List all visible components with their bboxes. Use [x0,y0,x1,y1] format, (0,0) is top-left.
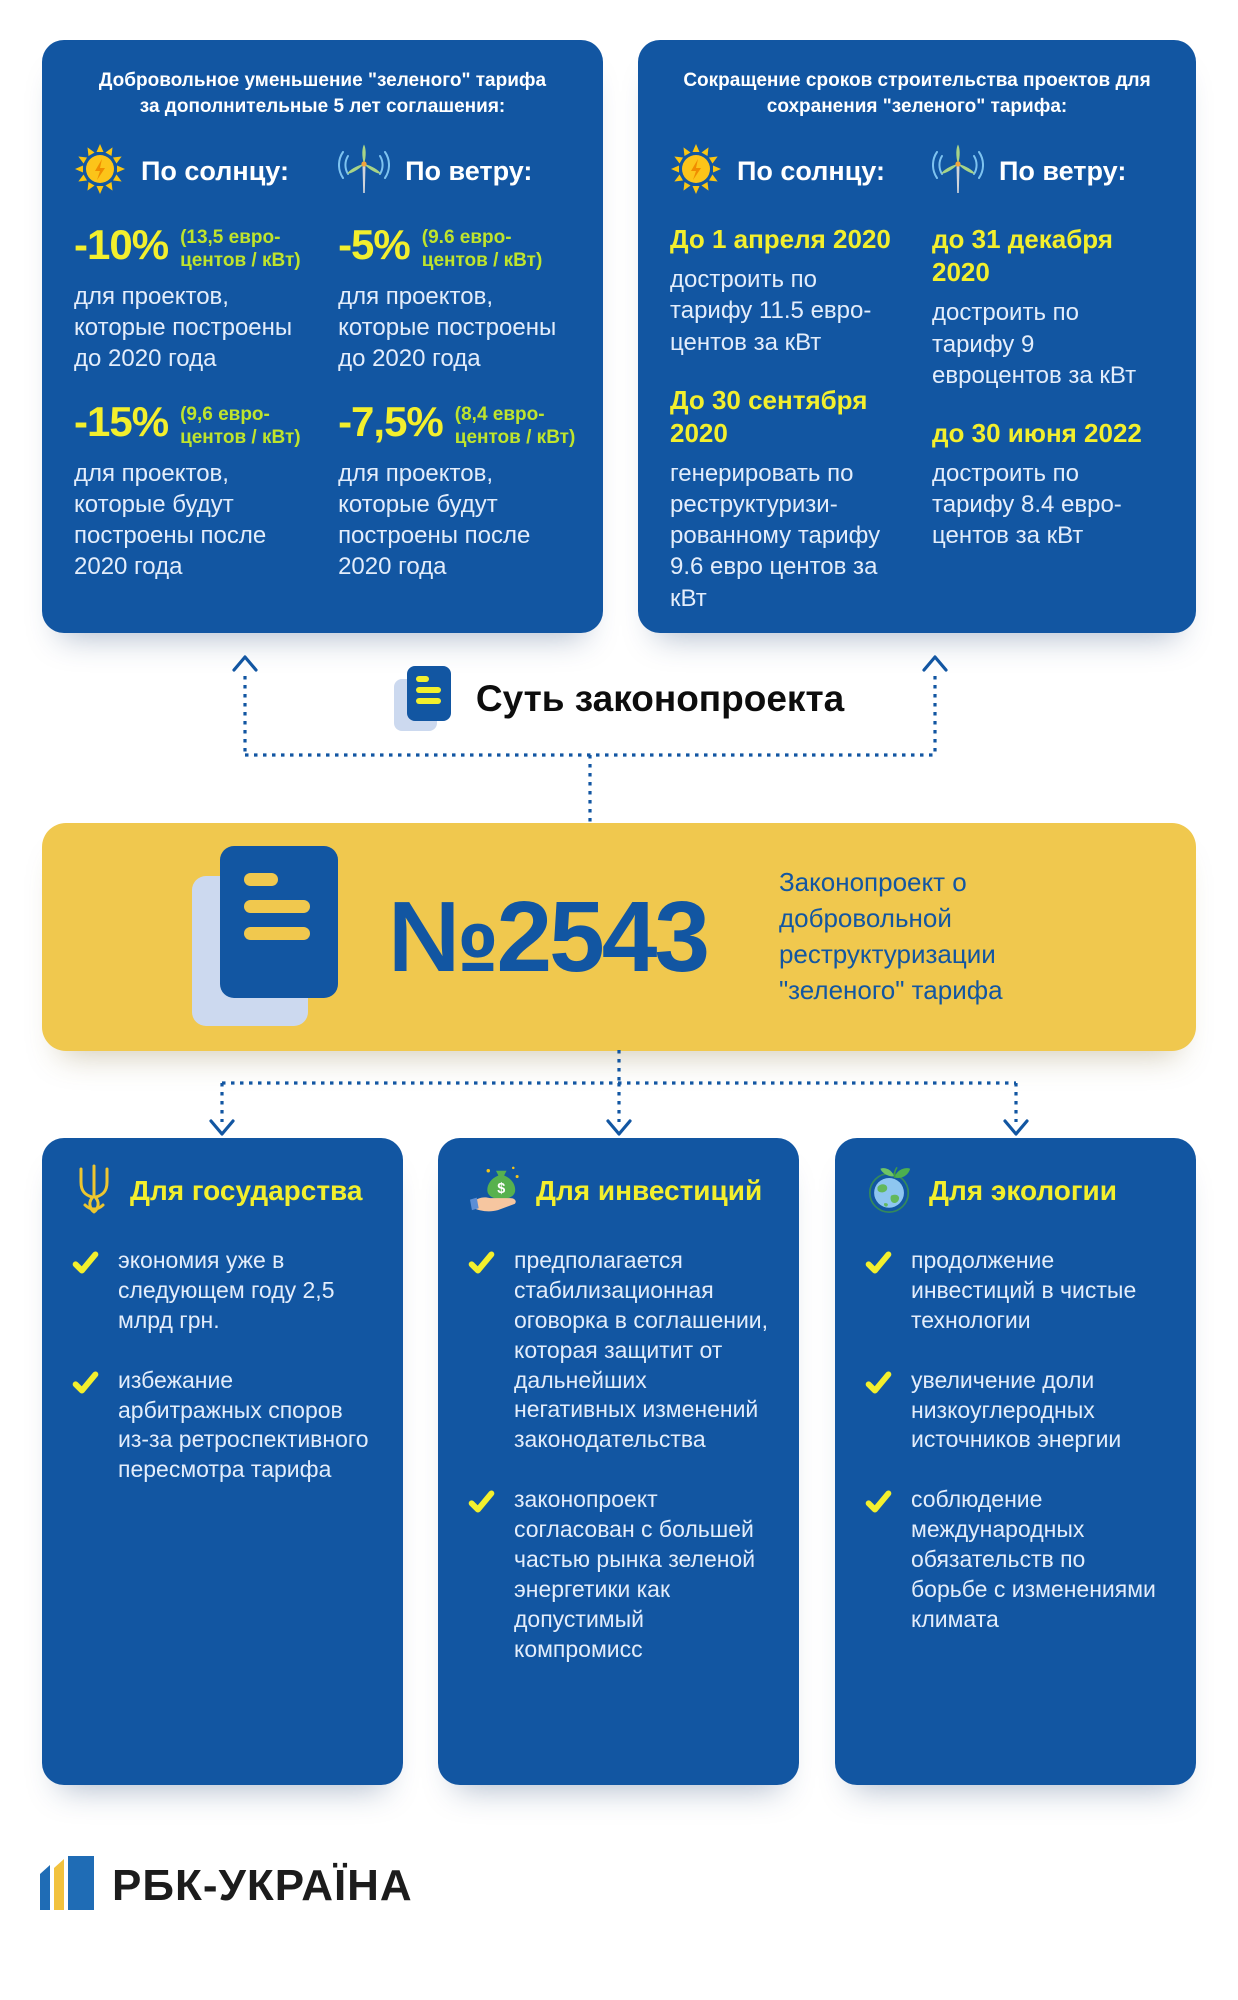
benefit-item-text: избежание арбитражных споров из-за ретроспективного пересмотра тарифа [118,1366,369,1483]
deadline-description: генерировать по реструктуризи-рованному тарифу 9.6 евро центов за кВт [670,459,881,612]
benefit-item [72,1366,373,1486]
benefit-item-text: увеличение доли низкоуглеродных источников энергии [911,1366,1122,1453]
sun-icon [670,143,722,200]
flow-connector-bottom [0,1046,1238,1142]
benefit-card-title: Для экологии [929,1175,1117,1206]
percent-note: (8,4 евро-центов / кВт) [454,404,576,449]
benefit-item-text: продолжение инвестиций в чистые технологии [911,1247,1137,1333]
ecology-globe-icon [865,1164,915,1219]
bill-banner [42,823,1196,1051]
percent-note: (9.6 евро-центов / кВт) [421,227,543,272]
column-label: По ветру: [999,155,1127,186]
sun-icon [74,143,126,200]
wind-column [932,145,1164,640]
check-icon [72,1369,99,1401]
percent-value: -15% [74,398,169,446]
deadline-description: достроить по тарифу 11.5 евро-центов за кВт [670,266,872,356]
column-label: По солнцу: [737,155,885,186]
item-description: для проектов, которые построены до 2020 года [338,282,557,372]
benefit-card-ecology [835,1138,1196,1785]
deadline-description: достроить по тарифу 8.4 евро-центов за кВт [932,459,1122,550]
benefit-item [865,1246,1166,1336]
money-hand-icon [468,1164,522,1219]
item-description: для проектов, которые построены до 2020 года [74,282,293,372]
publisher-name: РБК-УКРАЇНА [112,1860,413,1910]
wind-column [338,145,583,608]
percent-value: -7,5% [338,398,443,446]
deadline-reduction-card [638,40,1196,633]
solar-column [74,145,308,608]
percent-value: -5% [338,221,410,269]
svg-text:$: $ [497,1180,506,1197]
percent-note: (9,6 евро-центов / кВт) [180,404,301,449]
tariff-reduction-card [42,40,603,633]
essence-label: Суть законопроекта [475,678,845,719]
deadline-date: До 30 сентября 2020 [670,384,868,448]
rbc-logo-icon [40,1856,94,1915]
benefit-card-title: Для государства [130,1175,363,1206]
check-icon [865,1249,892,1281]
percent-value: -10% [74,221,169,269]
card-columns [668,145,1166,640]
check-icon [468,1488,495,1520]
benefit-item [865,1366,1166,1456]
item-description: для проектов, которые будут построены после 2020 года [74,459,267,581]
benefit-item-text: предполагается стабилизационная оговорка в соглашении, которая защитит от дальнейших негативных изменений законодательства [514,1247,769,1453]
document-icon [394,666,452,732]
benefit-item [72,1246,373,1336]
benefit-card-title: Для инвестиций [536,1175,763,1206]
benefit-item [468,1246,769,1455]
benefit-card-investments [438,1138,799,1785]
benefit-item-text: экономия уже в следующем году 2,5 млрд грн. [118,1247,335,1333]
benefit-item-text: законопроект согласован с большей частью рынка зеленой энергетики как допустимый компромисс [514,1486,756,1662]
publisher-logo [40,1856,413,1915]
wind-turbine-icon [932,143,984,200]
solar-column [670,145,902,640]
card-title: Сокращение сроков строительства проектов для сохранения "зеленого" тарифа: [683,70,1151,117]
item-description: для проектов, которые будут построены после 2020 года [338,459,531,581]
check-icon [72,1249,99,1281]
card-title: Добровольное уменьшение "зеленого" тарифа за дополнительные 5 лет соглашения: [98,70,547,117]
deadline-date: до 30 июня 2022 [932,417,1142,448]
document-icon [192,846,342,1028]
benefit-item-text: соблюдение международных обязательств по борьбе с изменениями климата [911,1486,1156,1632]
deadline-date: До 1 апреля 2020 [670,224,891,255]
column-label: По ветру: [405,155,533,186]
benefit-card-state [42,1138,403,1785]
trident-icon [72,1163,116,1220]
check-icon [865,1369,892,1401]
bill-description: Законопроект о добровольной реструктуризации "зеленого" тарифа [778,867,1003,1005]
benefit-item [865,1485,1166,1634]
column-label: По солнцу: [141,155,289,186]
check-icon [865,1488,892,1520]
wind-turbine-icon [338,143,390,200]
deadline-description: достроить по тарифу 9 евроцентов за кВт [932,299,1137,389]
deadline-date: до 31 декабря 2020 [932,224,1113,288]
benefit-item [468,1485,769,1664]
bill-number: №2543 [388,880,707,993]
percent-note: (13,5 евро-центов / кВт) [180,227,301,272]
check-icon [468,1249,495,1281]
card-columns [72,145,576,608]
essence-row [0,666,1238,732]
